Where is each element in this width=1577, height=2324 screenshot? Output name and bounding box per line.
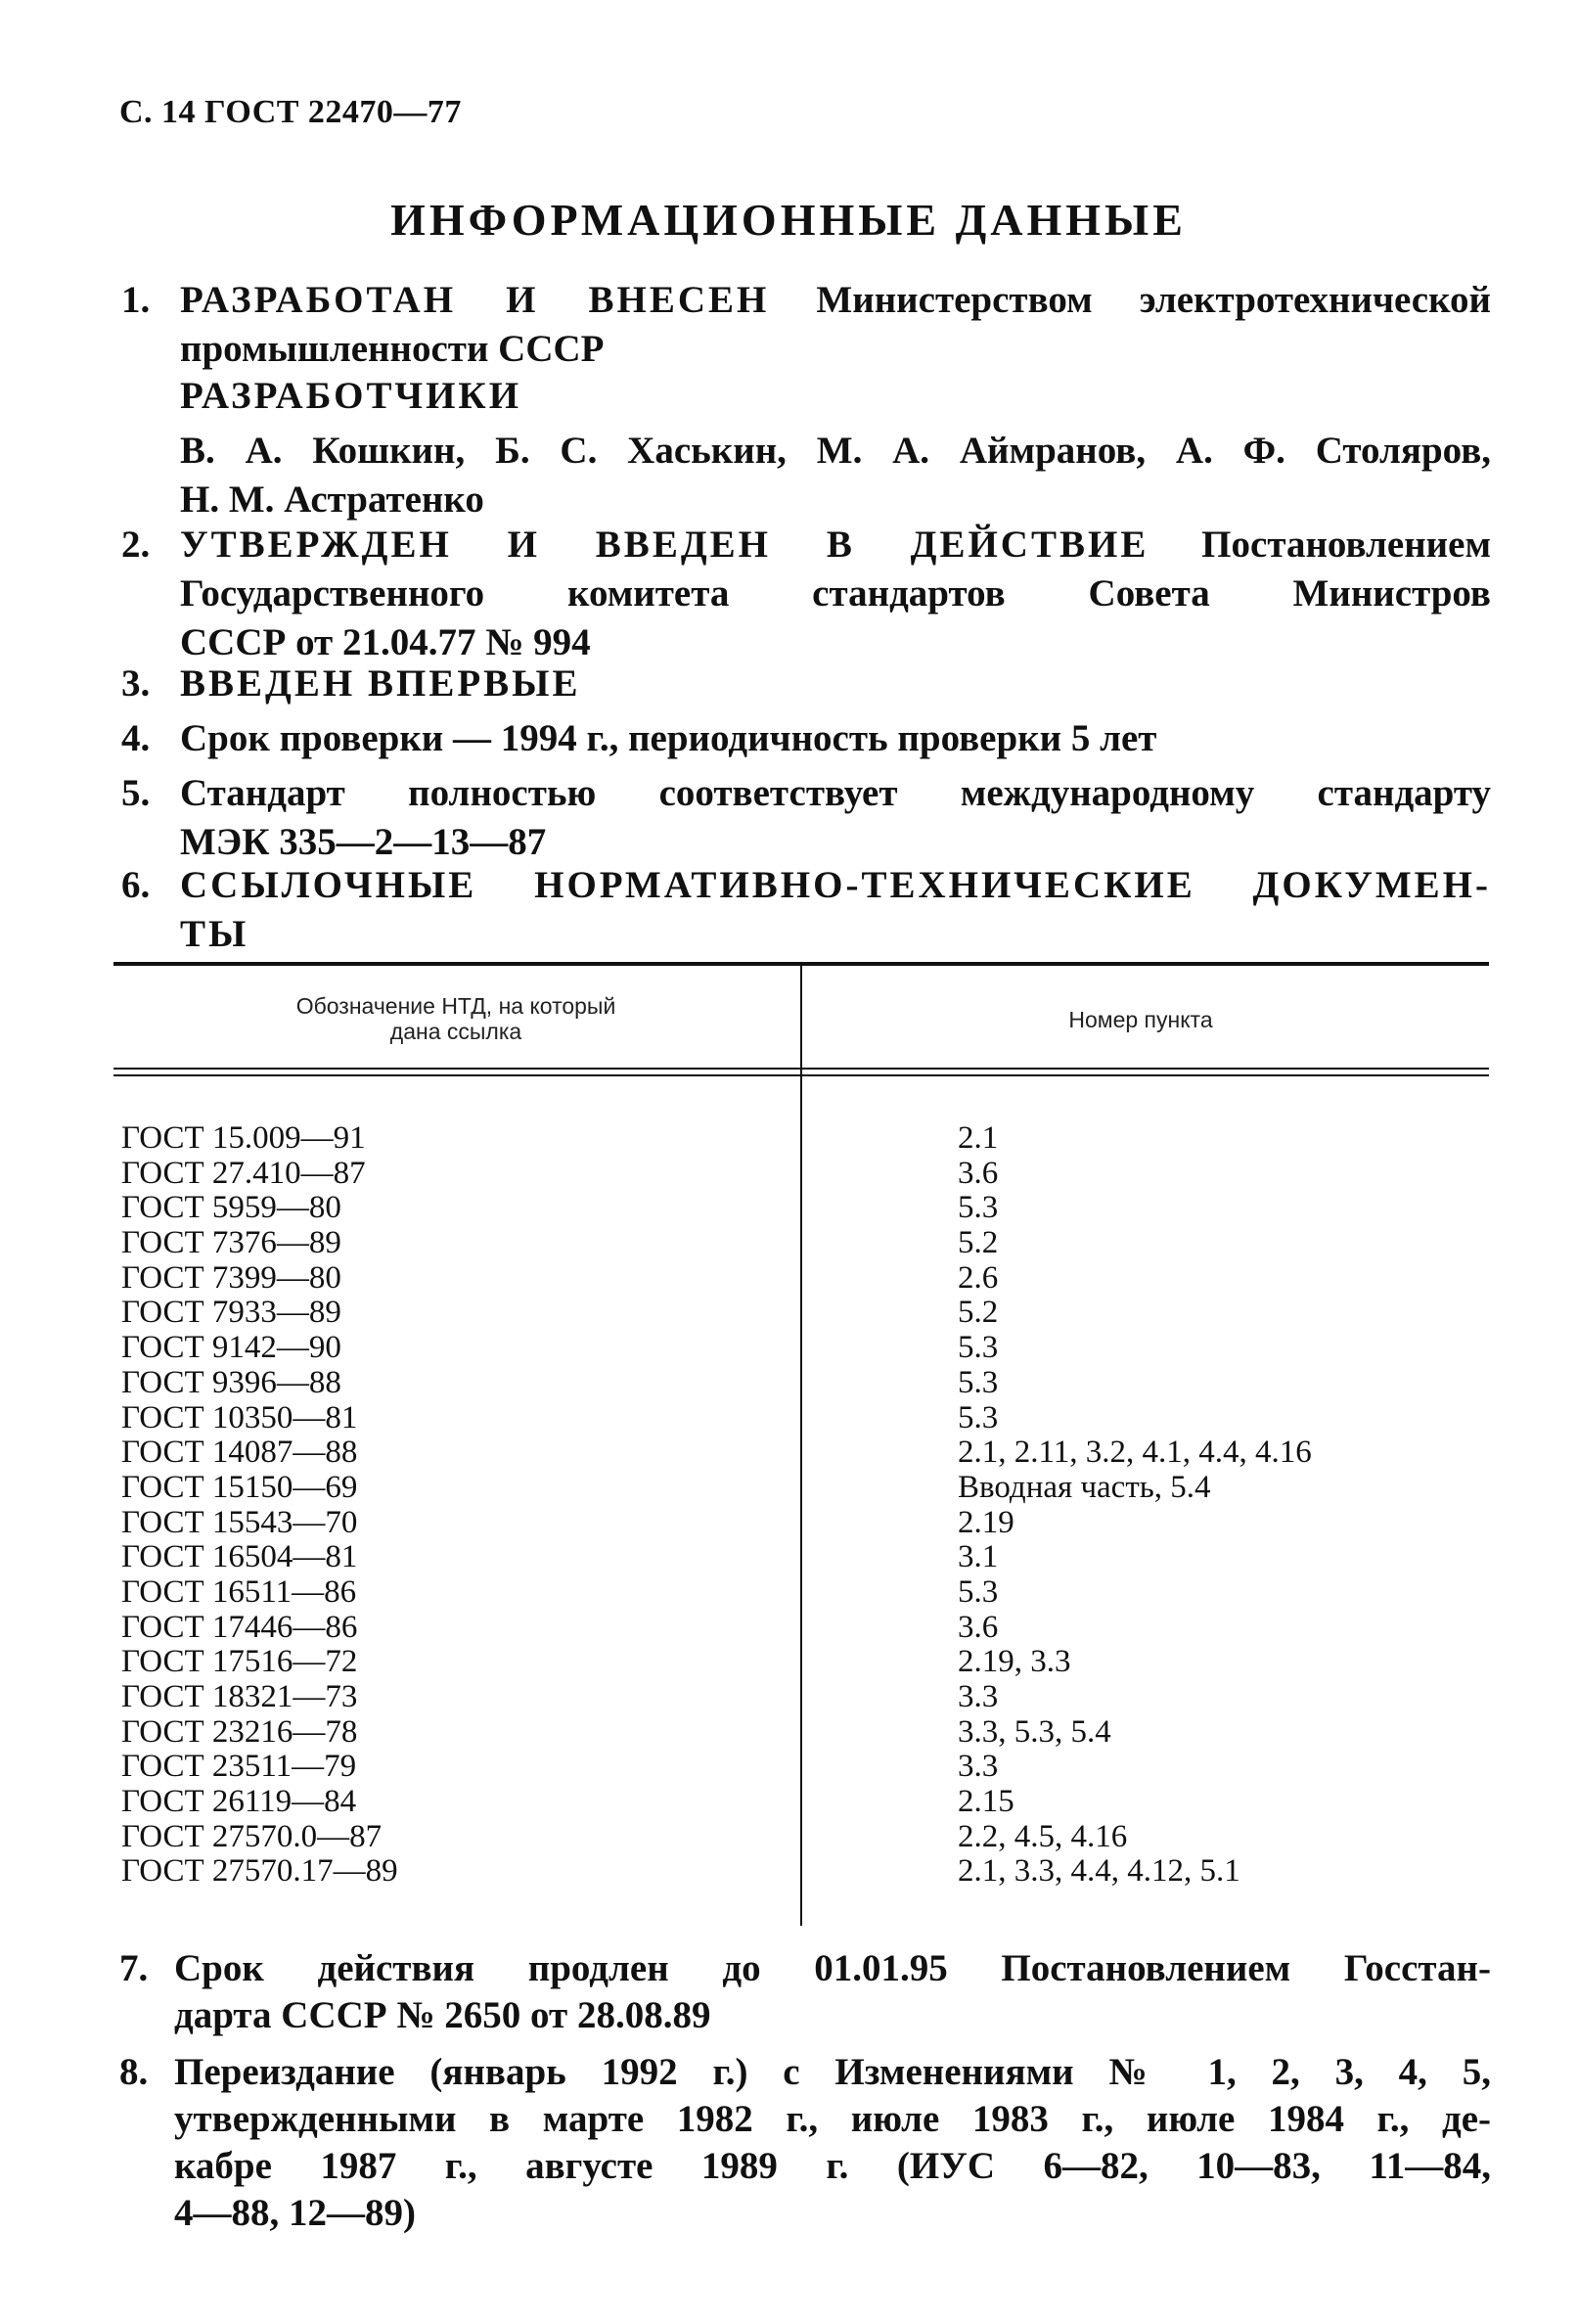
info-item-8	[119, 2049, 1491, 2237]
cell-document: ГОСТ 16511—86	[121, 1573, 357, 1610]
table-row	[113, 1506, 1489, 1541]
cell-document: ГОСТ 16504—81	[121, 1539, 358, 1575]
item-lead: ВВЕДЕН ВПЕРВЫЕ	[180, 662, 581, 705]
cell-clause: 3.6	[958, 1155, 999, 1191]
table-row	[113, 1540, 1489, 1575]
table-row	[113, 1366, 1489, 1401]
cell-clause: 3.3	[958, 1749, 999, 1785]
cell-document: ГОСТ 18321—73	[121, 1679, 358, 1714]
cell-clause: 5.3	[958, 1364, 999, 1400]
table-row	[113, 1645, 1489, 1680]
cell-clause: 2.1	[958, 1120, 999, 1156]
cell-clause: 2.19, 3.3	[958, 1644, 1071, 1680]
column-header-clause: Номер пункта	[1068, 1007, 1213, 1032]
info-item-5	[121, 769, 1491, 867]
item-line: промышленности СССР	[180, 328, 605, 370]
item-text: Министерством электротехнической	[816, 279, 1492, 321]
references-table	[113, 962, 1489, 1926]
cell-clause: 5.2	[958, 1225, 999, 1261]
table-row	[113, 1471, 1489, 1506]
table-row	[113, 1854, 1489, 1890]
document-title: ИНФОРМАЦИОННЫЕ ДАННЫЕ	[390, 195, 1187, 245]
table-row	[113, 1575, 1489, 1611]
item-number: 2.	[121, 524, 151, 566]
developers-heading: РАЗРАБОТЧИКИ	[180, 375, 522, 417]
cell-clause: Вводная часть, 5.4	[958, 1469, 1211, 1505]
item-line: СССР от 21.04.77 № 994	[180, 621, 591, 663]
info-item-7	[119, 1945, 1491, 2039]
table-row	[113, 1261, 1489, 1297]
table-row	[113, 1435, 1489, 1471]
cell-clause: 5.3	[958, 1190, 999, 1226]
item-line: Государственного комитета стандартов Совета Министров	[180, 572, 1491, 615]
column-header-document	[133, 993, 779, 1044]
item-line	[180, 276, 1491, 325]
table-row	[113, 1331, 1489, 1366]
column-header-line: дана ссылка	[389, 1019, 522, 1044]
cell-document: ГОСТ 27570.0—87	[121, 1818, 383, 1854]
cell-document: ГОСТ 7399—80	[121, 1259, 341, 1296]
item-line	[180, 521, 1491, 570]
item-line: кабре 1987 г., августе 1989 г. (ИУС 6—82, 10—83, 11—84,	[174, 2145, 1491, 2187]
item-number: 1.	[121, 279, 151, 321]
cell-clause: 5.2	[958, 1295, 999, 1331]
cell-clause: 2.2, 4.5, 4.16	[958, 1818, 1128, 1854]
table-row	[113, 1820, 1489, 1855]
cell-document: ГОСТ 15543—70	[121, 1504, 358, 1540]
table-row	[113, 1750, 1489, 1785]
cell-clause: 2.6	[958, 1259, 999, 1296]
item-number: 6.	[121, 864, 151, 906]
item-number: 7.	[119, 1947, 149, 1989]
cell-document: ГОСТ 9142—90	[121, 1330, 341, 1366]
cell-document: ГОСТ 9396—88	[121, 1364, 341, 1400]
item-line: 4—88, 12—89)	[174, 2192, 416, 2234]
cell-document: ГОСТ 27570.17—89	[121, 1853, 398, 1890]
info-item-2	[121, 521, 1491, 667]
cell-clause: 3.3, 5.3, 5.4	[958, 1713, 1111, 1750]
cell-clause: 2.19	[958, 1504, 1014, 1540]
info-item-3	[121, 660, 1491, 708]
cell-clause: 5.3	[958, 1330, 999, 1366]
item-number: 8.	[119, 2051, 149, 2093]
table-row	[113, 1296, 1489, 1331]
item-number: 3.	[121, 662, 151, 705]
item-lead: РАЗРАБОТАН И ВНЕСЕН	[180, 279, 770, 321]
item-line: Переиздание (январь 1992 г.) с Изменениями № 1, 2, 3, 4, 5,	[174, 2051, 1491, 2093]
table-row	[113, 1611, 1489, 1646]
cell-document: ГОСТ 26119—84	[121, 1784, 357, 1820]
item-lead: УТВЕРЖДЕН И ВВЕДЕН В ДЕЙСТВИЕ	[180, 524, 1149, 566]
developers-list	[180, 427, 1491, 524]
cell-clause: 3.1	[958, 1539, 999, 1575]
cell-clause: 3.3	[958, 1679, 999, 1714]
item-line: дарта СССР № 2650 от 28.08.89	[174, 1994, 711, 2036]
item-line: Срок проверки — 1994 г., периодичность проверки 5 лет	[180, 717, 1157, 759]
table-row	[113, 1680, 1489, 1715]
cell-clause: 5.3	[958, 1399, 999, 1435]
cell-document: ГОСТ 23511—79	[121, 1749, 357, 1785]
column-header-line: Обозначение НТД, на который	[295, 993, 616, 1019]
cell-document: ГОСТ 27.410—87	[121, 1155, 366, 1191]
item-text: Постановлением	[1201, 524, 1492, 566]
cell-document: ГОСТ 17446—86	[121, 1609, 358, 1645]
cell-clause: 2.1, 2.11, 3.2, 4.1, 4.4, 4.16	[958, 1435, 1312, 1471]
item-number: 5.	[121, 772, 151, 814]
table-row	[113, 1401, 1489, 1436]
info-item-6	[121, 861, 1491, 959]
table-row	[113, 1191, 1489, 1226]
cell-document: ГОСТ 14087—88	[121, 1435, 358, 1471]
item-line: Стандарт полностью соответствует международному стандарту	[180, 772, 1491, 814]
cell-document: ГОСТ 17516—72	[121, 1644, 358, 1680]
cell-clause: 3.6	[958, 1609, 999, 1645]
info-item-4	[121, 714, 1491, 763]
item-number: 4.	[121, 717, 151, 759]
cell-clause: 2.15	[958, 1784, 1014, 1820]
table-row	[113, 1121, 1489, 1157]
table-row	[113, 1157, 1489, 1192]
page-header: С. 14 ГОСТ 22470—77	[119, 94, 462, 130]
cell-clause: 5.3	[958, 1573, 999, 1610]
cell-document: ГОСТ 15.009—91	[121, 1120, 366, 1156]
table-row	[113, 1785, 1489, 1820]
info-item-1	[121, 276, 1491, 374]
developers-line: Н. М. Астратенко	[180, 478, 484, 521]
table-row	[113, 1226, 1489, 1261]
item-line: МЭК 335—2—13—87	[180, 821, 547, 863]
cell-clause: 2.1, 3.3, 4.4, 4.12, 5.1	[958, 1853, 1240, 1890]
cell-document: ГОСТ 5959—80	[121, 1190, 341, 1226]
developers-line: В. А. Кошкин, Б. С. Хаськин, М. А. Аймранов, А. Ф. Столяров,	[180, 430, 1491, 472]
item-line: ТЫ	[180, 913, 249, 955]
cell-document: ГОСТ 23216—78	[121, 1713, 358, 1750]
item-line: утвержденными в марте 1982 г., июле 1983 г., июле 1984 г., де-	[174, 2098, 1491, 2140]
item-line: ССЫЛОЧНЫЕ НОРМАТИВНО-ТЕХНИЧЕСКИЕ ДОКУМЕН-	[180, 864, 1491, 906]
cell-document: ГОСТ 10350—81	[121, 1399, 358, 1435]
cell-document: ГОСТ 7933—89	[121, 1295, 341, 1331]
cell-document: ГОСТ 15150—69	[121, 1469, 358, 1505]
table-body	[113, 1121, 1489, 1890]
table-row	[113, 1715, 1489, 1751]
cell-document: ГОСТ 7376—89	[121, 1225, 341, 1261]
item-line: Срок действия продлен до 01.01.95 Постановлением Госстан-	[174, 1947, 1491, 1989]
